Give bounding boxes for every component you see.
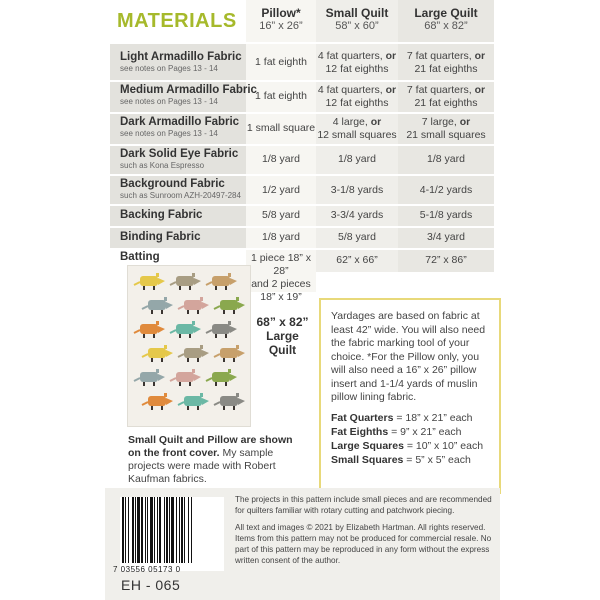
size-value: = 18” x 21” each — [393, 411, 473, 424]
qty-or: or — [370, 116, 382, 128]
barcode-bar — [169, 497, 170, 563]
fabric-note: see notes on Pages 13 - 14 — [120, 64, 218, 73]
armadillo-block — [206, 369, 237, 386]
small-quilt-qty: 3-1/8 yards — [330, 184, 384, 196]
barcode-bar — [166, 497, 168, 563]
barcode-bar — [128, 497, 129, 563]
barcode-bar — [135, 497, 136, 563]
barcode-bar — [137, 497, 140, 563]
column-header-small-quilt — [316, 6, 398, 33]
row-label — [120, 251, 160, 264]
large-quilt-qty: 3/4 yard — [427, 231, 465, 243]
armadillo-block — [134, 369, 165, 386]
qty-or: or — [385, 50, 397, 62]
front-cover-caption — [128, 434, 308, 486]
pillow-qty: 1 fat eighth — [255, 56, 307, 68]
barcode-bar — [125, 497, 126, 563]
size-term: Fat Eighths — [331, 425, 389, 438]
armadillo-block — [214, 345, 245, 362]
size-value: = 5” x 5” each — [403, 453, 471, 466]
barcode-bar — [159, 497, 161, 563]
column-header-pillow — [246, 6, 316, 33]
qty-part: 4 fat quarters, — [317, 50, 386, 62]
armadillo-block — [178, 345, 209, 362]
armadillo-block — [214, 393, 245, 410]
row-divider — [110, 112, 494, 114]
barcode-bar — [150, 497, 153, 563]
quilt-name: Large Quilt — [266, 329, 299, 357]
row-label — [120, 178, 241, 201]
copyright-note: All text and images © 2021 by Elizabeth Hartman. All rights reserved. Items from this pattern may not be produced for commercial resale. No part of this pattern may be reproduced in any form without the express written consent of the author. — [235, 523, 492, 565]
quilt-illustration — [128, 266, 250, 426]
large-quilt-qty: 1/8 yard — [427, 153, 465, 165]
column-name: Large Quilt — [414, 6, 478, 20]
fabric-note: such as Sunroom AZH-20497-284 — [120, 191, 241, 200]
size-definition — [331, 411, 489, 425]
barcode-bar — [188, 497, 189, 563]
barcode — [120, 497, 224, 571]
fabric-name: Dark Armadillo Fabric — [120, 116, 240, 128]
column-size: 16” x 26” — [259, 20, 303, 32]
armadillo-block — [170, 273, 201, 290]
yardage-info-box — [319, 298, 501, 494]
large-quilt-qty: 5-1/8 yards — [419, 209, 473, 221]
row-label — [120, 231, 201, 244]
pillow-qty — [246, 252, 316, 304]
column-name: Pillow* — [261, 6, 301, 20]
barcode-bar — [171, 497, 174, 563]
small-quilt-qty — [316, 116, 398, 142]
column-header-large-quilt — [398, 6, 494, 33]
size-value: = 10” x 10” each — [403, 439, 484, 452]
barcode-bar — [164, 497, 165, 563]
column-size: 58” x 60” — [335, 20, 379, 32]
caption-bold: Small Quilt and Pillow are shown on the front cover. — [128, 434, 293, 459]
fabric-note: see notes on Pages 13 - 14 — [120, 129, 218, 138]
column-name: Small Quilt — [325, 6, 389, 20]
qty-part: 4 large, — [332, 116, 371, 128]
qty-or: or — [459, 116, 471, 128]
qty-part: 7 fat quarters, — [406, 84, 475, 96]
large-quilt-qty: 72” x 86” — [425, 254, 467, 266]
barcode-number: 7 03556 05173 0 — [113, 565, 181, 574]
armadillo-block — [178, 393, 209, 410]
qty-part: 21 fat eighths — [414, 97, 478, 109]
large-quilt-qty — [398, 50, 494, 76]
fabric-note: see notes on Pages 13 - 14 — [120, 97, 218, 106]
pillow-qty: 1 small square — [246, 122, 316, 134]
large-quilt-qty — [398, 84, 494, 110]
armadillo-block — [170, 321, 201, 338]
size-definition — [331, 425, 489, 439]
qty-part: 21 fat eighths — [414, 63, 478, 75]
barcode-bars — [120, 497, 224, 571]
barcode-bar — [181, 497, 183, 563]
small-quilt-qty — [316, 84, 398, 110]
pillow-qty: 1/2 yard — [262, 184, 300, 196]
small-quilt-qty: 1/8 yard — [338, 153, 376, 165]
barcode-bar — [176, 497, 177, 563]
qty-line: 18” x 19” — [260, 291, 302, 303]
barcode-bar — [145, 497, 146, 563]
qty-part: 12 fat eighths — [325, 63, 389, 75]
armadillo-block — [178, 297, 209, 314]
armadillo-block — [134, 321, 165, 338]
pillow-qty: 5/8 yard — [262, 209, 300, 221]
barcode-bar — [147, 497, 148, 563]
fabric-name: Background Fabric — [120, 178, 225, 190]
armadillo-block — [214, 297, 245, 314]
qty-part: 21 small squares — [406, 129, 486, 141]
fabric-name: Dark Solid Eye Fabric — [120, 148, 239, 160]
legal-text — [235, 494, 497, 572]
size-definition — [331, 453, 489, 467]
armadillo-block — [142, 345, 173, 362]
barcode-bar — [184, 497, 185, 563]
large-quilt-qty: 4-1/2 yards — [419, 184, 473, 196]
barcode-bar — [132, 497, 134, 563]
barcode-bar — [157, 497, 158, 563]
qty-part: 7 fat quarters, — [406, 50, 475, 62]
row-divider — [110, 144, 494, 146]
yardage-notes: Yardages are based on fabric at least 42” wide. You will also need the fabric marking tool of your choice. *For the Pillow only, you will also need a 16” x 26” pillow insert and 1-1/4 yards of muslin pillow lining fabric. — [331, 310, 486, 403]
size-term: Small Squares — [331, 453, 404, 466]
armadillo-block — [206, 273, 237, 290]
row-divider — [110, 226, 494, 228]
size-definition — [331, 439, 489, 453]
row-divider — [110, 80, 494, 82]
row-label — [120, 209, 202, 222]
small-quilt-qty: 3-3/4 yards — [330, 209, 384, 221]
qty-or: or — [474, 50, 486, 62]
pillow-qty: 1 fat eighth — [255, 90, 307, 102]
size-value: = 9” x 21” each — [388, 425, 462, 438]
qty-or: or — [474, 84, 486, 96]
qty-line: 1 piece 18” x 28” — [250, 252, 312, 277]
armadillo-block — [142, 297, 173, 314]
small-quilt-qty — [316, 50, 398, 76]
row-label — [120, 51, 242, 74]
row-divider — [110, 204, 494, 206]
armadillo-quilt-image — [128, 266, 250, 426]
product-code: EH - 065 — [121, 577, 181, 593]
caption-text: My sample projects were made with Robert Kaufman fabrics. — [128, 447, 276, 485]
size-term: Fat Quarters — [331, 411, 394, 424]
fabric-name: Binding Fabric — [120, 231, 201, 243]
row-divider — [110, 174, 494, 176]
fabric-name: Batting — [120, 251, 160, 263]
barcode-bar — [179, 497, 180, 563]
fabric-name: Light Armadillo Fabric — [120, 51, 242, 63]
barcode-bar — [191, 497, 192, 563]
skill-note: The projects in this pattern include small pieces and are recommended for quilters familiar with rotary cutting and patchwork piecing. — [235, 495, 492, 515]
row-divider — [110, 42, 494, 44]
barcode-bar — [141, 497, 143, 563]
pillow-qty: 1/8 yard — [262, 231, 300, 243]
qty-part: 12 fat eighths — [325, 97, 389, 109]
row-label — [120, 116, 239, 139]
small-quilt-qty: 62” x 66” — [336, 254, 378, 266]
page-title: MATERIALS — [117, 10, 237, 32]
quilt-size-label — [255, 315, 310, 357]
qty-part: 7 large, — [421, 116, 460, 128]
armadillo-block — [142, 393, 173, 410]
large-quilt-qty — [398, 116, 494, 142]
armadillo-block — [134, 273, 165, 290]
fabric-name: Backing Fabric — [120, 209, 203, 221]
armadillo-block — [170, 369, 201, 386]
fabric-name: Medium Armadillo Fabric — [120, 84, 257, 96]
fabric-note: such as Kona Espresso — [120, 161, 205, 170]
row-label — [120, 148, 238, 171]
pillow-qty: 1/8 yard — [262, 153, 300, 165]
quilt-dimensions: 68” x 82” — [256, 315, 309, 329]
size-term: Large Squares — [331, 439, 404, 452]
qty-or: or — [385, 84, 397, 96]
qty-part: 12 small squares — [317, 129, 397, 141]
barcode-bar — [154, 497, 155, 563]
qty-part: 4 fat quarters, — [317, 84, 386, 96]
armadillo-block — [206, 321, 237, 338]
barcode-bar — [122, 497, 124, 563]
qty-line: and 2 pieces — [251, 278, 311, 290]
column-size: 68” x 82” — [424, 20, 468, 32]
small-quilt-qty: 5/8 yard — [338, 231, 376, 243]
row-label — [120, 84, 257, 107]
